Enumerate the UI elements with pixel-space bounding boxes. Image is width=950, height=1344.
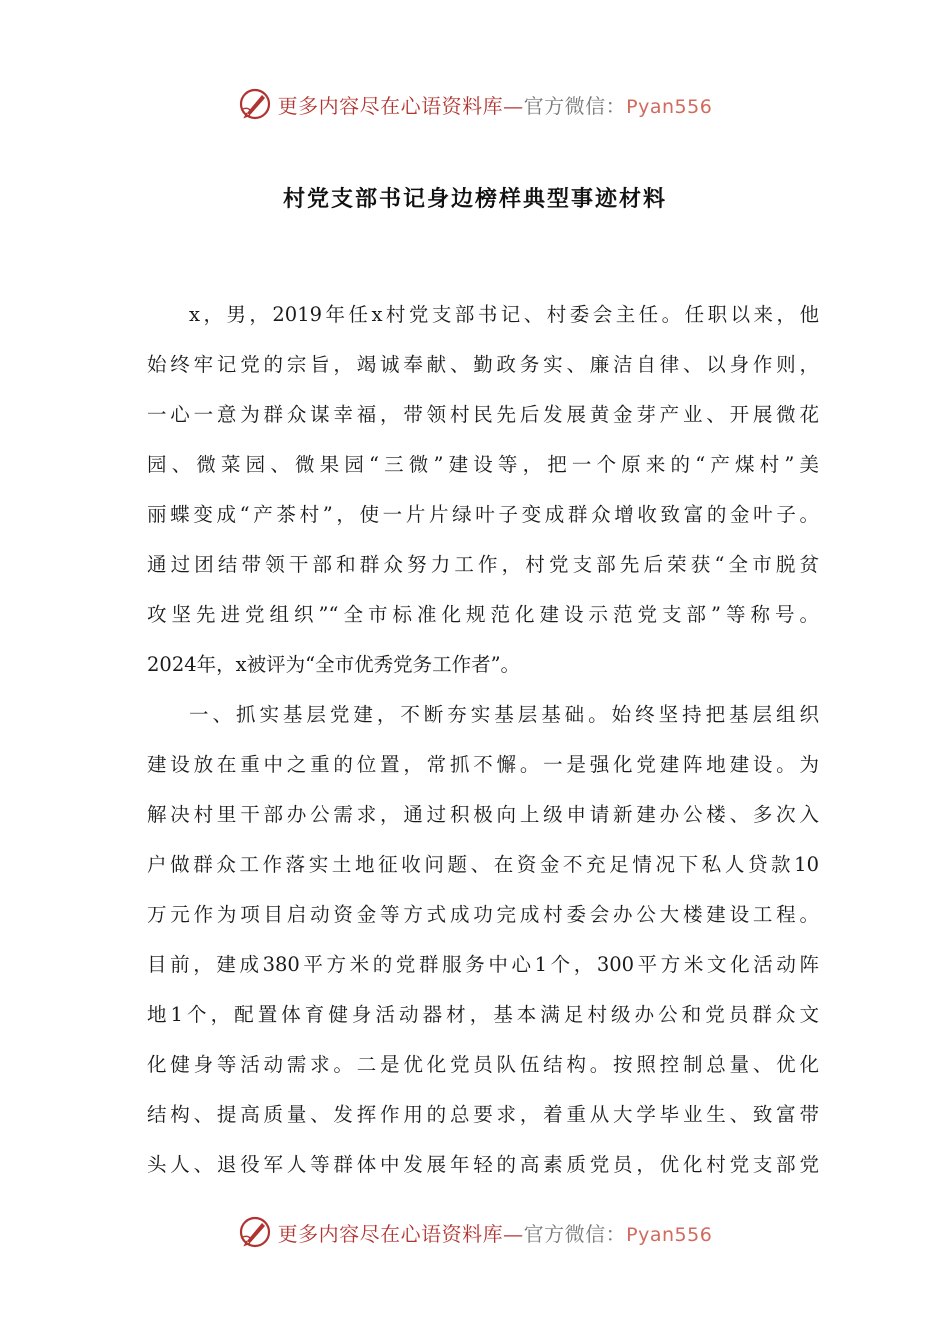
body-line: 地1个，配置体育健身活动器材，基本满足村级办公和党员群众文 xyxy=(147,1003,819,1026)
header-banner xyxy=(0,82,950,126)
banner-wechat-label: 官方微信： xyxy=(523,93,627,118)
footer-banner xyxy=(0,1210,950,1254)
body-line: 一、抓实基层党建，不断夯实基层基础。始终坚持把基层组织 xyxy=(189,703,819,726)
quill-pen-logo-icon xyxy=(238,1215,272,1249)
quill-pen-logo-icon xyxy=(238,87,272,121)
body-line: 始终牢记党的宗旨，竭诚奉献、勤政务实、廉洁自律、以身作则， xyxy=(147,353,819,376)
body-line: 园、微菜园、微果园“三微”建设等，把一个原来的“产煤村”美 xyxy=(147,453,819,476)
body-line: 通过团结带领干部和群众努力工作，村党支部先后荣获“全市脱贫 xyxy=(147,553,819,576)
body-line: 户做群众工作落实土地征收问题、在资金不充足情况下私人贷款10 xyxy=(147,853,819,876)
body-line: 结构、提高质量、发挥作用的总要求，着重从大学毕业生、致富带 xyxy=(147,1103,819,1126)
document-title: 村党支部书记身边榜样典型事迹材料 xyxy=(282,186,667,212)
body-line: 2024年，x被评为“全市优秀党务工作者”。 xyxy=(147,653,521,676)
banner-main-text: 更多内容尽在心语资料库 xyxy=(277,93,504,118)
banner-dash: — xyxy=(503,93,524,118)
body-line: 一心一意为群众谋幸福，带领村民先后发展黄金芽产业、开展微花 xyxy=(147,403,819,426)
body-line: 头人、退役军人等群体中发展年轻的高素质党员，优化村党支部党 xyxy=(147,1153,819,1176)
body-line: 攻坚先进党组织”“全市标准化规范化建设示范党支部”等称号。 xyxy=(147,603,819,626)
body-line: 化健身等活动需求。二是优化党员队伍结构。按照控制总量、优化 xyxy=(147,1053,819,1076)
banner-wechat-label: 官方微信： xyxy=(523,1221,627,1246)
body-line: 解决村里干部办公需求，通过积极向上级申请新建办公楼、多次入 xyxy=(147,803,819,826)
body-line: 目前，建成380平方米的党群服务中心1个，300平方米文化活动阵 xyxy=(147,953,819,976)
banner-text xyxy=(278,90,713,119)
banner-wechat-id: Pyan556 xyxy=(626,1223,713,1246)
body-line: x，男，2019年任x村党支部书记、村委会主任。任职以来，他 xyxy=(189,303,819,326)
document-body xyxy=(147,290,819,1190)
body-line: 万元作为项目启动资金等方式成功完成村委会办公大楼建设工程。 xyxy=(147,903,819,926)
banner-text xyxy=(278,1218,713,1247)
body-line: 建设放在重中之重的位置，常抓不懈。一是强化党建阵地建设。为 xyxy=(147,753,819,776)
banner-wechat-id: Pyan556 xyxy=(626,95,713,118)
banner-main-text: 更多内容尽在心语资料库 xyxy=(277,1221,504,1246)
banner-dash: — xyxy=(503,1221,524,1246)
body-line: 丽蝶变成“产茶村”，使一片片绿叶子变成群众增收致富的金叶子。 xyxy=(147,503,819,526)
